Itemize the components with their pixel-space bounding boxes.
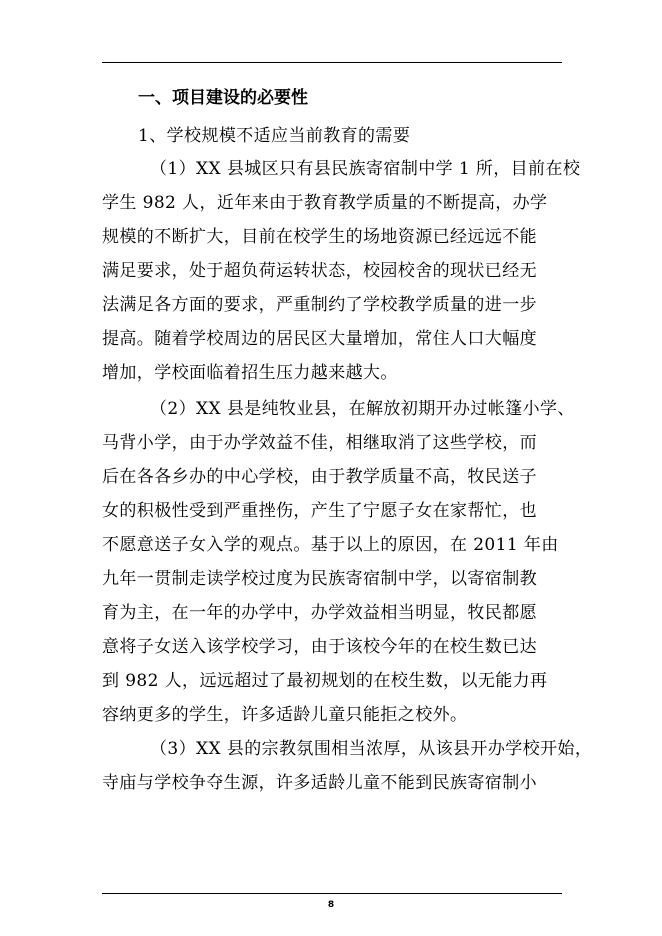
paragraph-line: 满足要求，处于超负荷运转状态，校园校舍的现状已经无 xyxy=(102,261,537,281)
paragraph-line: 后在各各乡办的中心学校，由于教学质量不高，牧民送子 xyxy=(102,467,537,487)
paragraph-line: 九年一贯制走读学校过度为民族寄宿制中学，以寄宿制教 xyxy=(102,569,537,589)
paragraph-line: 意将子女送入该学校学习，由于该校今年的在校生数已达 xyxy=(102,637,537,657)
paragraph-line: 提高。随着学校周边的居民区大量增加，常住人口大幅度 xyxy=(102,329,537,349)
paragraph-line: 法满足各方面的要求，严重制约了学校教学质量的进一步 xyxy=(102,295,537,315)
paragraph-line: 不愿意送子女入学的观点。基于以上的原因，在 2011 年由 xyxy=(102,535,559,555)
paragraph-line: （2）XX 县是纯牧业县，在解放初期开办过帐篷小学、 xyxy=(150,399,575,419)
paragraph-line: 马背小学，由于办学效益不佳，相继取消了这些学校，而 xyxy=(102,433,537,453)
header-rule xyxy=(102,62,562,63)
paragraph-line: 女的积极性受到严重挫伤，产生了宁愿子女在家帮忙，也 xyxy=(102,501,537,521)
page-number: 8 xyxy=(327,900,335,910)
paragraph-line: （3）XX 县的宗教氛围相当浓厚，从该县开办学校开始， xyxy=(150,739,593,759)
section-heading: 一、项目建设的必要性 xyxy=(138,88,308,108)
paragraph-line: 容纳更多的学生，许多适龄儿童只能拒之校外。 xyxy=(102,705,468,725)
paragraph-line: 寺庙与学校争夺生源，许多适龄儿童不能到民族寄宿制小 xyxy=(102,773,537,793)
footer-rule xyxy=(102,893,562,894)
paragraph-line: （1）XX 县城区只有县民族寄宿制中学 1 所，目前在校 xyxy=(150,159,581,179)
paragraph-line: 育为主，在一年的办学中，办学效益相当明显，牧民都愿 xyxy=(102,603,537,623)
paragraph-line: 增加，学校面临着招生压力越来越大。 xyxy=(102,363,398,383)
paragraph-line: 到 982 人，远远超过了最初规划的在校生数，以无能力再 xyxy=(102,671,548,691)
paragraph-line: 规模的不断扩大，目前在校学生的场地资源已经远远不能 xyxy=(102,227,537,247)
paragraph-line: 学生 982 人，近年来由于教育教学质量的不断提高，办学 xyxy=(102,193,548,213)
subsection-heading: 1、学校规模不适应当前教育的需要 xyxy=(138,126,411,146)
